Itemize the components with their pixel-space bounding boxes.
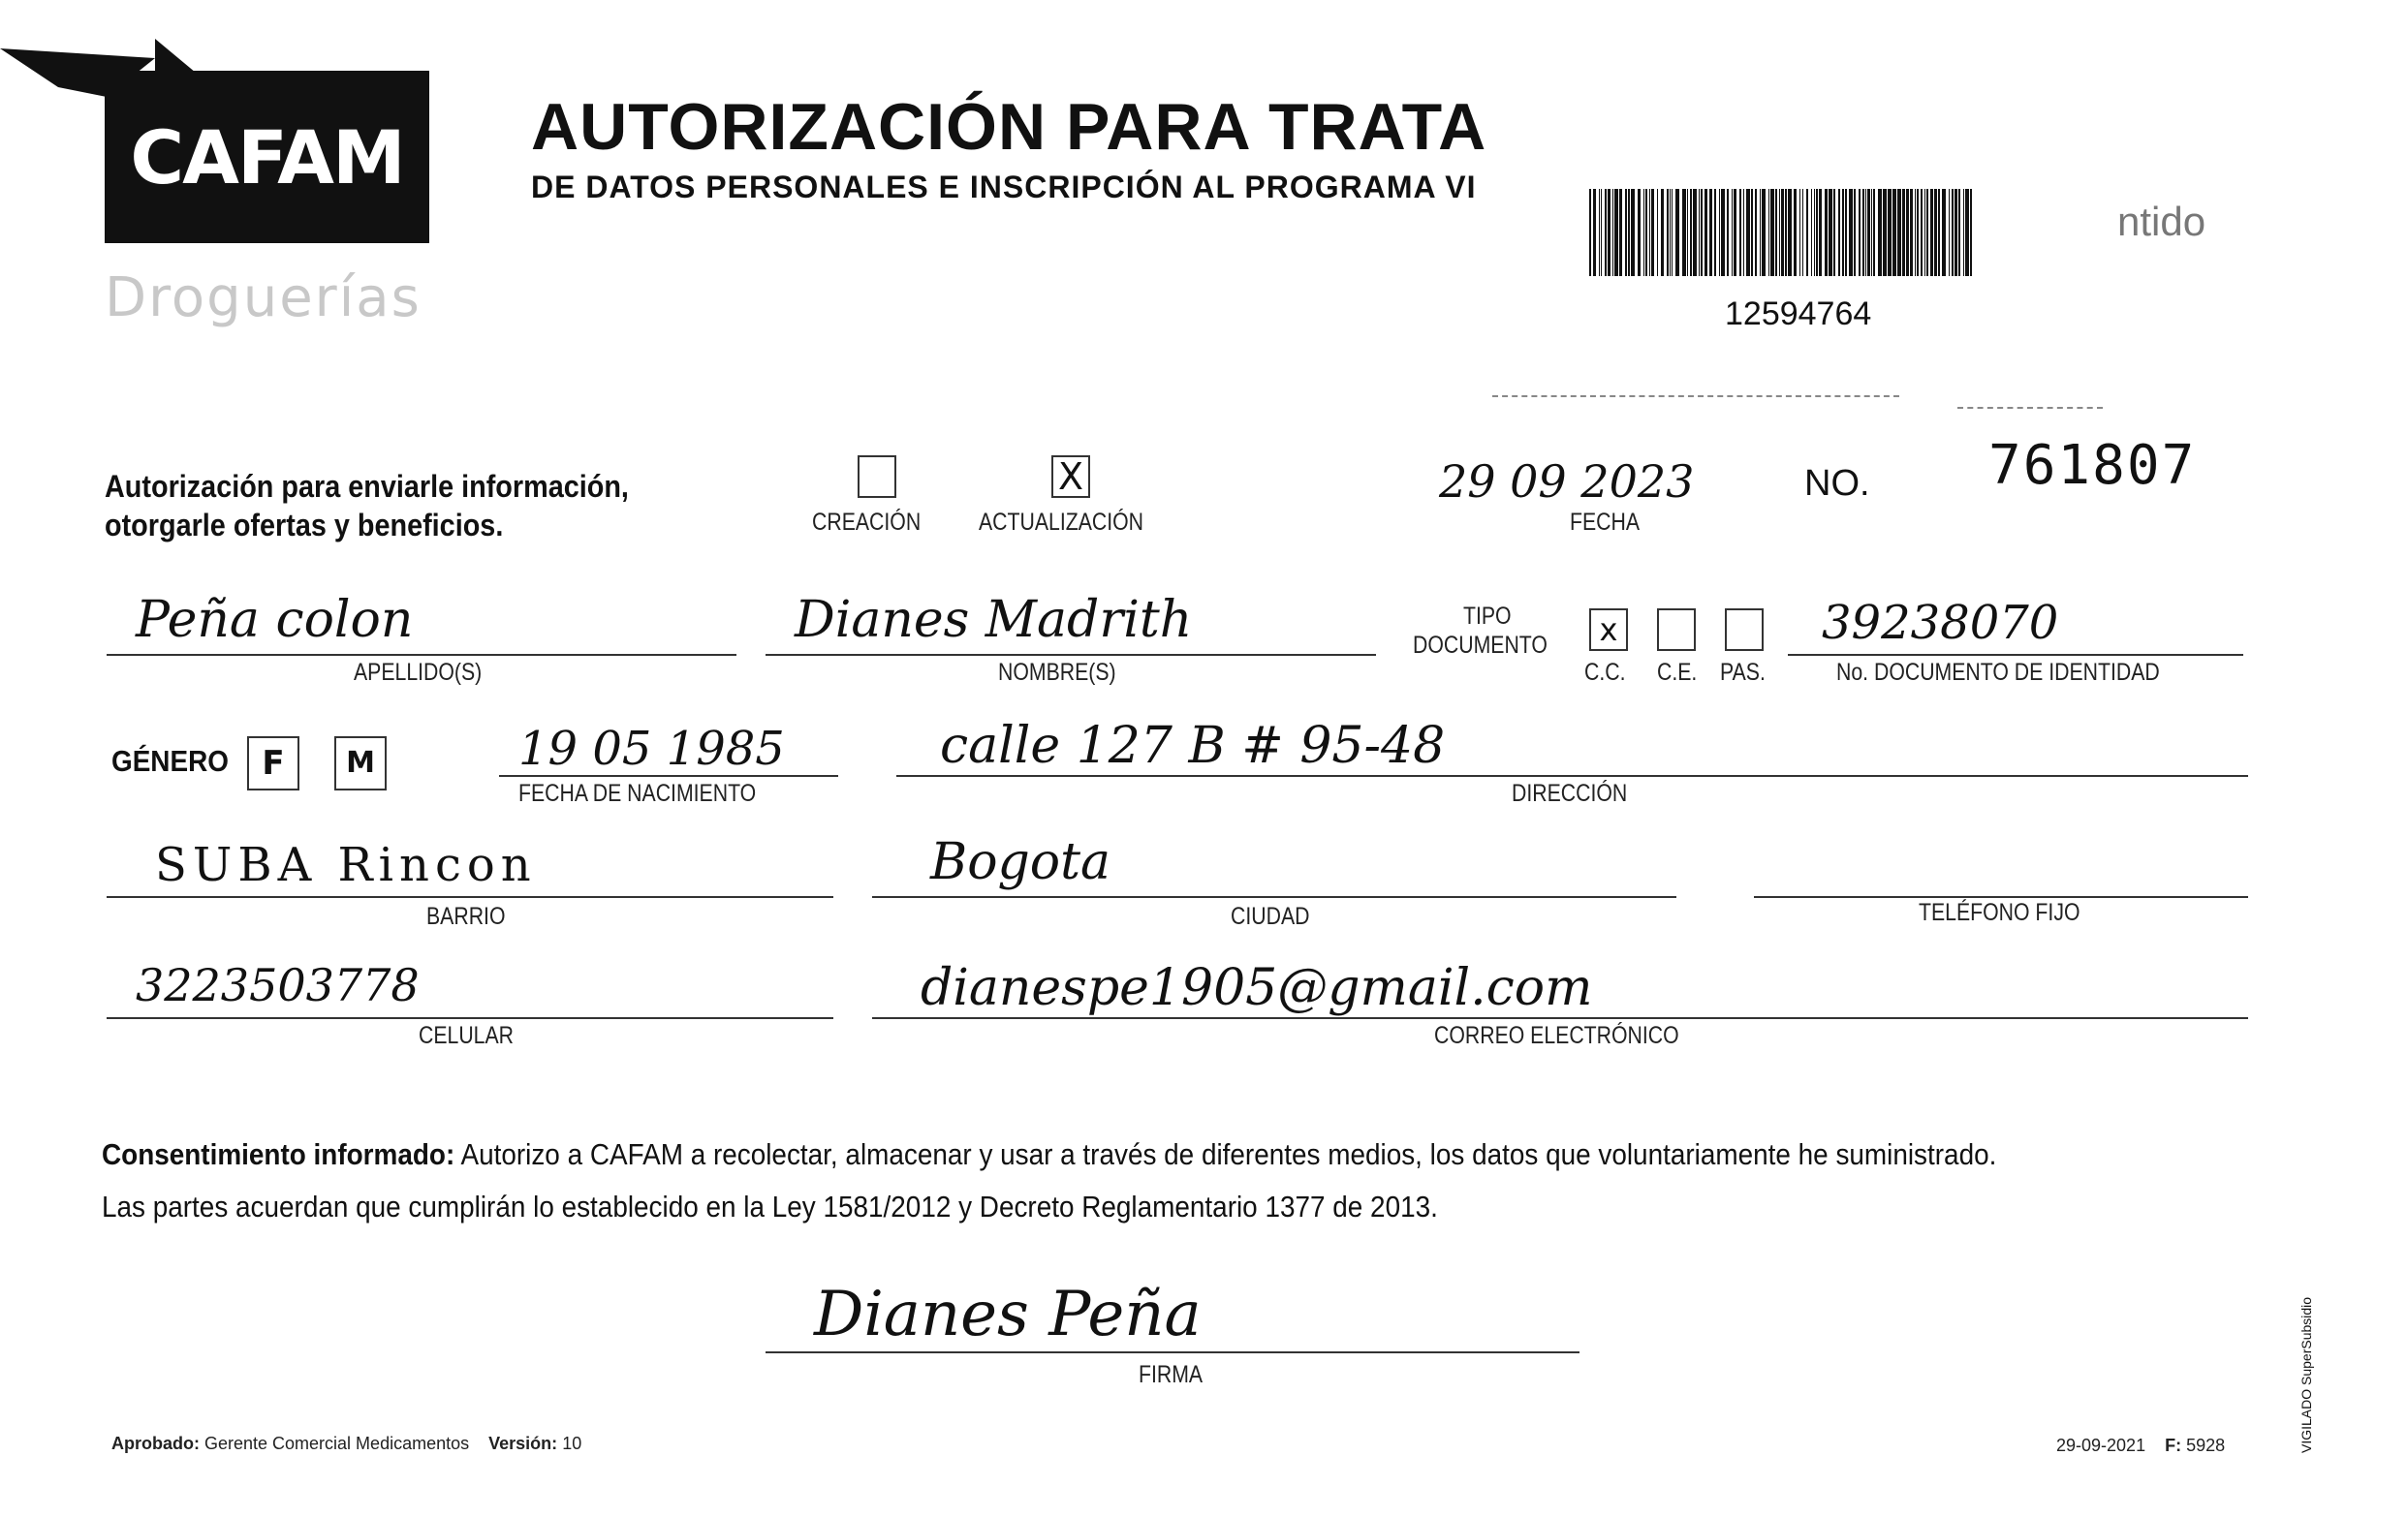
pas-label: PAS. <box>1720 659 1766 686</box>
barcode-bar <box>1727 189 1729 276</box>
cc-checkbox[interactable]: x <box>1589 608 1628 651</box>
actualizacion-checkbox[interactable]: X <box>1051 455 1090 498</box>
apellidos-value[interactable]: Peña colon <box>136 591 414 649</box>
ciudad-value[interactable]: Bogota <box>930 833 1111 891</box>
barcode-bar <box>1709 189 1712 276</box>
barcode-bar <box>1865 189 1866 276</box>
barcode-bar <box>1888 189 1892 276</box>
barcode-bar <box>1638 189 1641 276</box>
barcode-bar <box>1838 189 1840 276</box>
ce-checkbox[interactable] <box>1657 608 1696 651</box>
barcode-bar <box>1605 189 1607 276</box>
barcode-bar <box>1785 189 1787 276</box>
barcode-bar <box>1949 189 1950 276</box>
nacimiento-value[interactable]: 19 05 1985 <box>518 722 785 776</box>
barcode-bar <box>1814 189 1815 276</box>
celular-line <box>107 1017 833 1019</box>
correo-value[interactable]: dianespe1905@gmail.com <box>921 959 1593 1017</box>
barcode-bar <box>1873 189 1875 276</box>
barcode-bar <box>1926 189 1928 276</box>
barcode-bar <box>1938 189 1940 276</box>
genero-f-checkbox[interactable]: F <box>247 736 299 790</box>
barcode-number: 12594764 <box>1725 295 1872 332</box>
firma-label: FIRMA <box>1139 1361 1204 1388</box>
barrio-line <box>107 896 833 898</box>
direccion-line <box>896 775 2248 777</box>
barcode-bar <box>1833 189 1835 276</box>
barcode-bar <box>1625 189 1627 276</box>
barcode-bar <box>1878 189 1882 276</box>
barcode-bar <box>1743 189 1744 276</box>
authorization-line2: otorgarle ofertas y beneficios. <box>105 508 504 542</box>
correo-line <box>872 1017 2248 1019</box>
barcode-bar <box>1930 189 1933 276</box>
firma-line <box>766 1351 1579 1353</box>
barcode-bar <box>1693 189 1697 276</box>
barcode-bar <box>1955 189 1957 276</box>
celular-value[interactable]: 3223503778 <box>136 959 420 1011</box>
barcode-bar <box>1601 189 1602 276</box>
documento-number-label: No. DOCUMENTO DE IDENTIDAD <box>1836 659 2160 686</box>
actualizacion-label: ACTUALIZACIÓN <box>979 509 1144 536</box>
barcode-bar <box>1952 189 1954 276</box>
apellidos-label: APELLIDO(S) <box>354 659 483 686</box>
direccion-value[interactable]: calle 127 B # 95-48 <box>940 717 1446 775</box>
barcode-bar <box>1958 189 1960 276</box>
barcode-bar <box>1628 189 1630 276</box>
barcode-bar <box>1619 189 1622 276</box>
barcode-bar <box>1701 189 1703 276</box>
barcode-bar <box>1775 189 1777 276</box>
barcode-bar <box>1906 189 1909 276</box>
barcode-bar <box>1732 189 1733 276</box>
header-divider <box>1957 407 2103 409</box>
f-value: 5928 <box>2186 1436 2226 1455</box>
barcode-bar <box>1670 189 1671 276</box>
nombres-line <box>766 654 1376 656</box>
barcode-bar <box>1829 189 1832 276</box>
barcode-bar <box>1917 189 1919 276</box>
consent-heading: Consentimiento informado: <box>102 1137 455 1171</box>
authorization-line1: Autorización para enviarle información, <box>105 469 629 504</box>
consent-line2: Las partes acuerdan que cumplirán lo establecido en la Ley 1581/2012 y Decreto Reglamentario 1377 de 2013. <box>102 1190 1438 1224</box>
barcode-bar <box>1794 189 1797 276</box>
fecha-label: FECHA <box>1570 509 1641 536</box>
barcode-bar <box>1643 189 1644 276</box>
aprobado-label: Aprobado: <box>111 1434 200 1453</box>
barcode-bar <box>1739 189 1741 276</box>
barcode-bar <box>1690 189 1692 276</box>
barcode-bar <box>1910 189 1913 276</box>
tipo-label: TIPO <box>1463 603 1512 630</box>
barcode-bar <box>1751 189 1753 276</box>
no-label: NO. <box>1804 463 1870 504</box>
signature[interactable]: Dianes Peña <box>814 1279 1202 1350</box>
pas-checkbox[interactable] <box>1725 608 1764 651</box>
barcode-bar <box>1612 189 1613 276</box>
form-title: AUTORIZACIÓN PARA TRATA <box>531 90 1487 164</box>
barcode-bar <box>1734 189 1736 276</box>
barcode-bar <box>1746 189 1750 276</box>
barcode-bar <box>1599 189 1600 276</box>
barcode-bar <box>1806 189 1808 276</box>
creacion-label: CREACIÓN <box>812 509 922 536</box>
fecha-value[interactable]: 29 09 2023 <box>1439 455 1695 508</box>
barcode-bar <box>1755 189 1757 276</box>
documento-value[interactable]: 39238070 <box>1822 596 2059 650</box>
corner-text: ntido <box>2117 199 2206 244</box>
barcode-bar <box>1704 189 1707 276</box>
aprobado-value: Gerente Comercial Medicamentos <box>204 1434 470 1453</box>
barcode-bar <box>1699 189 1700 276</box>
barcode-bar <box>1589 189 1591 276</box>
barcode-bar <box>1649 189 1650 276</box>
correo-label: CORREO ELECTRÓNICO <box>1434 1022 1679 1049</box>
barcode-bar <box>1779 189 1780 276</box>
barcode-bar <box>1942 189 1946 276</box>
barcode-bar <box>1859 189 1861 276</box>
barcode-bar <box>1802 189 1803 276</box>
ciudad-line <box>872 896 1676 898</box>
barcode-bar <box>1867 189 1870 276</box>
barcode-bar <box>1816 189 1818 276</box>
barcode-bar <box>1672 189 1673 276</box>
serial-number: 761807 <box>1988 434 2197 497</box>
barcode-bar <box>1721 189 1725 276</box>
barcode-bar <box>1657 189 1658 276</box>
barcode-bar <box>1593 189 1596 276</box>
barcode-bar <box>1862 189 1864 276</box>
footer-date-value: 29-09-2021 <box>2056 1436 2146 1455</box>
f-label: F: <box>2165 1436 2182 1455</box>
ce-label: C.E. <box>1657 659 1698 686</box>
version-label: Versión: <box>488 1434 558 1453</box>
authorization-text <box>105 467 629 544</box>
barcode-bar <box>1854 189 1856 276</box>
barcode-bar <box>1675 189 1679 276</box>
nacimiento-line <box>499 775 838 777</box>
barcode-bar <box>1811 189 1812 276</box>
barcode-bar <box>1921 189 1923 276</box>
barcode-bar <box>1849 189 1853 276</box>
barcode-bar <box>1915 189 1916 276</box>
header-divider <box>1492 395 1899 397</box>
barcode-bar <box>1970 189 1972 276</box>
barcode-bar <box>1687 189 1688 276</box>
nombres-value[interactable]: Dianes Madrith <box>795 591 1193 649</box>
consent-text <box>102 1129 2038 1233</box>
vigilado-text: VIGILADO SuperSubsidio <box>2299 1296 2314 1453</box>
barcode-bar <box>1788 189 1792 276</box>
barcode-bar <box>1799 189 1800 276</box>
barcode-bar <box>1614 189 1618 276</box>
barcode-bar <box>1770 189 1774 276</box>
barcode-bar <box>1845 189 1847 276</box>
version-value: 10 <box>562 1434 582 1453</box>
nombres-label: NOMBRE(S) <box>998 659 1116 686</box>
barcode-bar <box>1871 189 1872 276</box>
barcode-bar <box>1883 189 1887 276</box>
consent-body: Autorizo a CAFAM a recolectar, almacenar y usar a través de diferentes medios, los datos que voluntariamente he suministrado. <box>460 1137 1997 1171</box>
telefono-label: TELÉFONO FIJO <box>1919 899 2080 926</box>
barcode-bar <box>1645 189 1647 276</box>
barcode-bar <box>1651 189 1654 276</box>
genero-m-checkbox[interactable]: M <box>334 736 387 790</box>
barcode-bar <box>1768 189 1769 276</box>
creacion-checkbox[interactable] <box>858 455 896 498</box>
barcode-bar <box>1714 189 1716 276</box>
barcode-bar <box>1719 189 1720 276</box>
direccion-label: DIRECCIÓN <box>1512 780 1628 807</box>
barcode-bar <box>1825 189 1828 276</box>
footer-date <box>2056 1436 2225 1456</box>
celular-label: CELULAR <box>419 1022 515 1049</box>
barcode-bar <box>1608 189 1611 276</box>
apellidos-line <box>107 654 736 656</box>
barcode-bar <box>1963 189 1964 276</box>
barcode-bar <box>1762 189 1766 276</box>
logo-subtitle: Droguerías <box>105 266 422 329</box>
barcode-bar <box>1924 189 1925 276</box>
cc-label: C.C. <box>1584 659 1626 686</box>
form-subtitle: DE DATOS PERSONALES E INSCRIPCIÓN AL PROGRAMA VI <box>531 170 1477 204</box>
barcode-bar <box>1781 189 1784 276</box>
barrio-value[interactable]: SUBA Rincon <box>155 838 537 892</box>
barcode-bar <box>1661 189 1664 276</box>
cafam-logo: CAFAM <box>105 71 429 243</box>
barcode-bar <box>1819 189 1822 276</box>
barcode-bar <box>1934 189 1937 276</box>
genero-label: GÉNERO <box>111 744 229 778</box>
barcode-bar <box>1842 189 1844 276</box>
nacimiento-label: FECHA DE NACIMIENTO <box>518 780 757 807</box>
barcode-bar <box>1902 189 1905 276</box>
telefono-line <box>1754 896 2248 898</box>
documento-label: DOCUMENTO <box>1413 632 1548 659</box>
footer-approval <box>111 1434 581 1454</box>
barcode-bar <box>1897 189 1901 276</box>
barrio-label: BARRIO <box>426 903 506 930</box>
ciudad-label: CIUDAD <box>1231 903 1310 930</box>
barcode <box>1589 189 1977 276</box>
barcode-bar <box>1965 189 1969 276</box>
documento-line <box>1788 654 2243 656</box>
consent-line1 <box>102 1129 2038 1181</box>
barcode-bar <box>1667 189 1669 276</box>
barcode-bar <box>1682 189 1686 276</box>
barcode-bar <box>1631 189 1635 276</box>
barcode-bar <box>1892 189 1896 276</box>
barcode-bar <box>1760 189 1761 276</box>
